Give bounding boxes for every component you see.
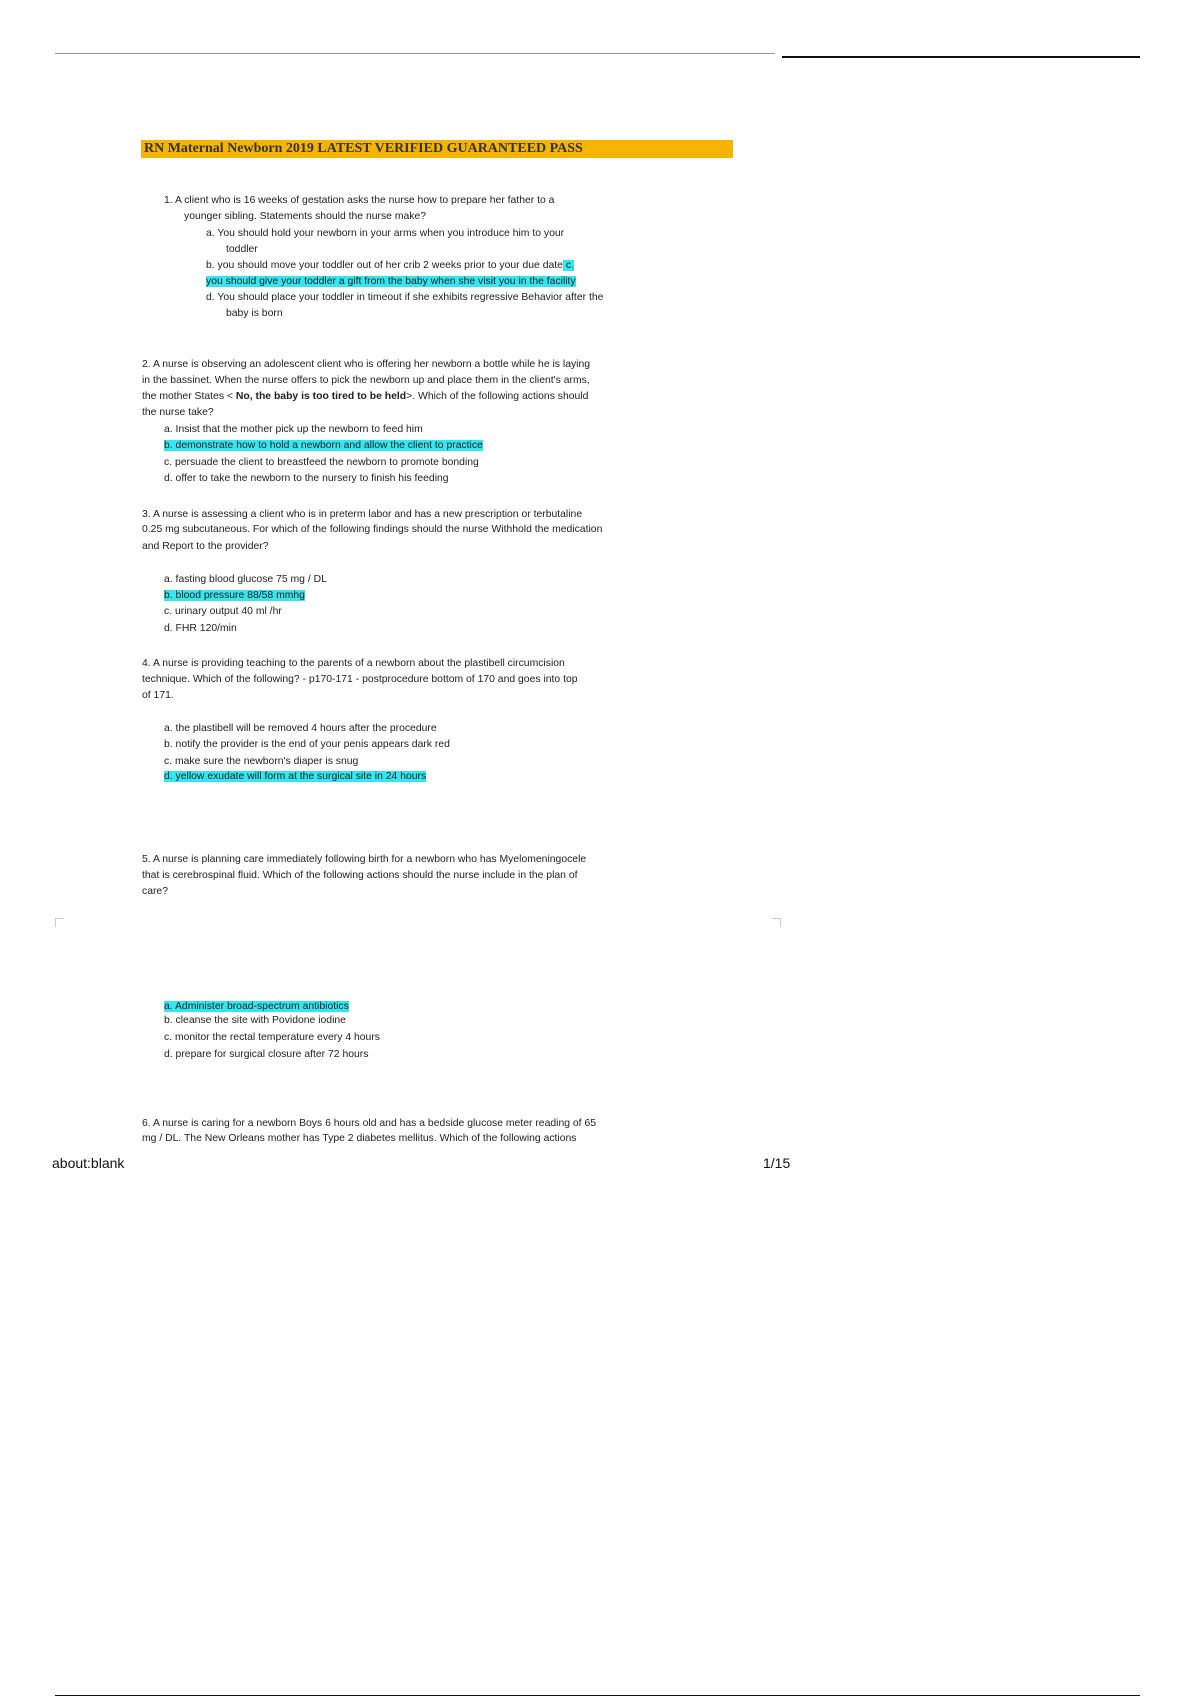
q1-option-a-cont: toddler <box>226 244 258 255</box>
page-corner-mark <box>55 918 64 927</box>
footer-page-number: 1/15 <box>763 1155 791 1171</box>
q1-option-b <box>206 258 574 274</box>
q3-stem-line2: 0.25 mg subcutaneous. For which of the following findings should the nurse Withhold the medication <box>142 524 603 535</box>
q2-stem-line3-b: >. Which of the following actions should <box>406 391 589 402</box>
q2-option-b-answer <box>164 438 483 454</box>
q2-stem-line3 <box>142 389 588 405</box>
q3-option-b-answer <box>164 588 305 604</box>
top-rule-left <box>55 53 775 54</box>
q5-option-d: d. prepare for surgical closure after 72 hours <box>164 1049 369 1060</box>
footer-url: about:blank <box>52 1155 125 1171</box>
q2-stem-line4: the nurse take? <box>142 407 214 418</box>
q1-option-b-text: b. you should move your toddler out of her crib 2 weeks prior to your due date <box>206 260 563 271</box>
q4-stem-line1: 4. A nurse is providing teaching to the parents of a newborn about the plastibell circumcision <box>142 658 565 669</box>
q3-option-a: a. fasting blood glucose 75 mg / DL <box>164 574 327 585</box>
top-rule-right <box>775 56 1140 58</box>
q3-option-c: c. urinary output 40 ml /hr <box>164 606 282 617</box>
q2-stem-line2: in the bassinet. When the nurse offers to pick the newborn up and place them in the client's arms, <box>142 375 590 386</box>
q3-stem-line1: 3. A nurse is assessing a client who is in preterm labor and has a new prescription or terbutaline <box>142 509 583 520</box>
q2-option-d: d. offer to take the newborn to the nursery to finish his feeding <box>164 473 449 484</box>
q2-stem-line3-a: the mother States < <box>142 391 236 402</box>
q4-stem-line2: technique. Which of the following? - p170-171 - postprocedure bottom of 170 and goes into top <box>142 674 578 685</box>
q5-stem-line3: care? <box>142 886 168 897</box>
q3-option-b-text: b. blood pressure 88/58 mmhg <box>164 590 305 601</box>
q2-stem-quote: No, the baby is too tired to be held <box>235 391 407 402</box>
q1-stem-line1: 1. A client who is 16 weeks of gestation asks the nurse how to prepare her father to a <box>164 195 555 206</box>
q5-stem-line1: 5. A nurse is planning care immediately following birth for a newborn who has Myelomeningocele <box>142 854 587 865</box>
bottom-rule <box>55 1695 1140 1696</box>
q6-stem-line2: mg / DL. The New Orleans mother has Type 2 diabetes mellitus. Which of the following actions <box>142 1133 577 1144</box>
q1-option-c-text: you should give your toddler a gift from the baby when she visit you in the facility <box>206 276 576 287</box>
document-title: RN Maternal Newborn 2019 LATEST VERIFIED GUARANTEED PASS <box>141 140 733 158</box>
q4-option-c: c. make sure the newborn's diaper is snug <box>164 756 359 767</box>
q6-stem-line1: 6. A nurse is caring for a newborn Boys 6 hours old and has a bedside glucose meter reading of 65 <box>142 1118 597 1129</box>
q1-option-d-cont: baby is born <box>226 308 283 319</box>
q2-stem-line1: 2. A nurse is observing an adolescent client who is offering her newborn a bottle while he is laying <box>142 359 591 370</box>
q2-option-c: c. persuade the client to breastfeed the newborn to promote bonding <box>164 457 479 468</box>
q4-option-a: a. the plastibell will be removed 4 hours after the procedure <box>164 723 437 734</box>
q5-stem-line2: that is cerebrospinal fluid. Which of the following actions should the nurse include in the plan of <box>142 870 578 881</box>
q4-option-b: b. notify the provider is the end of your penis appears dark red <box>164 739 450 750</box>
q5-option-c: c. monitor the rectal temperature every 4 hours <box>164 1032 380 1043</box>
q1-option-c-answer <box>206 274 576 290</box>
q1-stem-line2: younger sibling. Statements should the nurse make? <box>184 211 427 222</box>
q4-stem-line3: of 171. <box>142 690 174 701</box>
q1-option-a: a. You should hold your newborn in your arms when you introduce him to your <box>206 228 565 239</box>
q1-option-c-prefix: c. <box>562 260 574 271</box>
page-corner-mark <box>772 918 781 927</box>
q5-option-b: b. cleanse the site with Povidone iodine <box>164 1015 346 1026</box>
q2-option-a: a. Insist that the mother pick up the newborn to feed him <box>164 424 423 435</box>
q5-option-a-text: a. Administer broad-spectrum antibiotics <box>164 1001 349 1012</box>
q4-option-d-text: d. yellow exudate will form at the surgical site in 24 hours <box>164 771 427 782</box>
q3-option-d: d. FHR 120/min <box>164 623 237 634</box>
q1-option-d: d. You should place your toddler in timeout if she exhibits regressive Behavior after the <box>206 292 604 303</box>
q4-option-d-answer <box>164 769 426 785</box>
q3-stem-line3: and Report to the provider? <box>142 541 269 552</box>
q2-option-b-text: b. demonstrate how to hold a newborn and allow the client to practice <box>164 440 483 451</box>
